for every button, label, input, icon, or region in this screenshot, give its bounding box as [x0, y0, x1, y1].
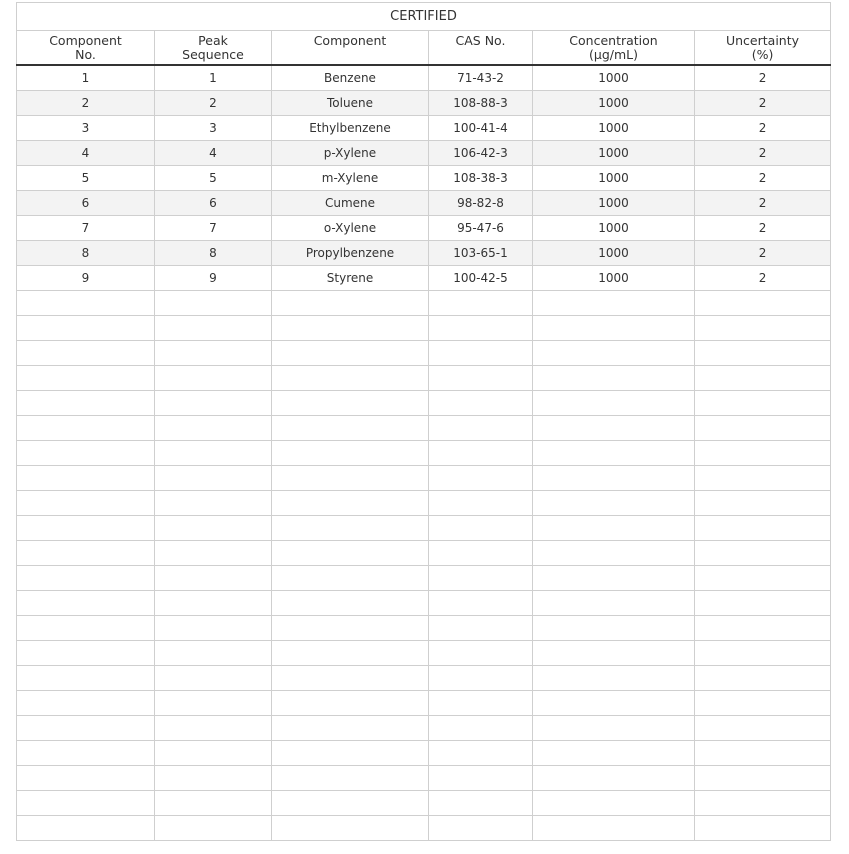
column-header-concentration [533, 31, 695, 66]
table-title-row [17, 3, 831, 31]
cell-peak-sequence: 2 [155, 91, 272, 116]
empty-cell [17, 291, 155, 316]
empty-cell [272, 366, 429, 391]
empty-cell [533, 516, 695, 541]
empty-cell [17, 441, 155, 466]
empty-cell [17, 366, 155, 391]
empty-cell [429, 541, 533, 566]
cell-uncertainty: 2 [695, 166, 831, 191]
empty-cell [155, 591, 272, 616]
empty-cell [155, 541, 272, 566]
empty-cell [695, 516, 831, 541]
empty-cell [429, 491, 533, 516]
empty-cell [533, 391, 695, 416]
column-header-line: Uncertainty [725, 33, 800, 48]
empty-cell [429, 691, 533, 716]
empty-cell [272, 466, 429, 491]
empty-cell [695, 591, 831, 616]
column-header-line: (μg/mL) [589, 47, 638, 62]
cell-peak-sequence: 1 [155, 65, 272, 91]
cell-cas-no: 71-43-2 [429, 65, 533, 91]
empty-cell [272, 766, 429, 791]
empty-cell [17, 641, 155, 666]
cell-component-no: 9 [17, 266, 155, 291]
empty-cell [533, 791, 695, 816]
empty-cell [533, 641, 695, 666]
empty-cell [533, 566, 695, 591]
table-row [17, 241, 831, 266]
empty-table-row [17, 391, 831, 416]
table-row [17, 91, 831, 116]
cell-peak-sequence: 9 [155, 266, 272, 291]
empty-cell [272, 441, 429, 466]
cell-concentration: 1000 [533, 166, 695, 191]
empty-cell [429, 616, 533, 641]
empty-cell [272, 541, 429, 566]
cell-cas-no: 98-82-8 [429, 191, 533, 216]
cell-uncertainty: 2 [695, 191, 831, 216]
empty-cell [695, 441, 831, 466]
empty-table-row [17, 341, 831, 366]
empty-cell [429, 741, 533, 766]
empty-cell [17, 516, 155, 541]
empty-cell [17, 791, 155, 816]
cell-cas-no: 108-38-3 [429, 166, 533, 191]
empty-cell [695, 666, 831, 691]
empty-table-row [17, 416, 831, 441]
empty-cell [17, 466, 155, 491]
empty-cell [695, 416, 831, 441]
cell-component-no: 7 [17, 216, 155, 241]
empty-cell [272, 416, 429, 441]
cell-component: Propylbenzene [272, 241, 429, 266]
certified-components-table [16, 2, 831, 841]
cell-uncertainty: 2 [695, 65, 831, 91]
column-header-row [17, 31, 831, 66]
empty-table-row [17, 691, 831, 716]
empty-cell [155, 616, 272, 641]
empty-cell [272, 741, 429, 766]
empty-cell [429, 341, 533, 366]
column-header-peak-sequence [155, 31, 272, 66]
cell-peak-sequence: 8 [155, 241, 272, 266]
empty-cell [17, 341, 155, 366]
column-header-line: Peak [198, 33, 228, 48]
empty-cell [155, 291, 272, 316]
empty-cell [429, 516, 533, 541]
cell-uncertainty: 2 [695, 266, 831, 291]
table-row [17, 65, 831, 91]
table-row [17, 266, 831, 291]
table-row [17, 191, 831, 216]
empty-cell [155, 716, 272, 741]
empty-table-row [17, 491, 831, 516]
column-header-component [272, 31, 429, 66]
empty-cell [155, 741, 272, 766]
empty-cell [429, 766, 533, 791]
cell-uncertainty: 2 [695, 216, 831, 241]
empty-cell [533, 816, 695, 841]
empty-cell [533, 341, 695, 366]
empty-cell [533, 291, 695, 316]
empty-cell [695, 366, 831, 391]
empty-cell [155, 366, 272, 391]
empty-cell [533, 316, 695, 341]
empty-cell [155, 766, 272, 791]
empty-table-row [17, 591, 831, 616]
empty-cell [533, 766, 695, 791]
empty-cell [429, 816, 533, 841]
empty-cell [695, 741, 831, 766]
empty-cell [272, 391, 429, 416]
cell-concentration: 1000 [533, 91, 695, 116]
empty-cell [155, 516, 272, 541]
empty-cell [695, 291, 831, 316]
empty-cell [272, 591, 429, 616]
empty-table-row [17, 791, 831, 816]
empty-cell [155, 441, 272, 466]
empty-cell [17, 816, 155, 841]
cell-component-no: 4 [17, 141, 155, 166]
cell-component: o-Xylene [272, 216, 429, 241]
empty-cell [429, 416, 533, 441]
empty-cell [533, 491, 695, 516]
cell-concentration: 1000 [533, 241, 695, 266]
cell-concentration: 1000 [533, 191, 695, 216]
empty-cell [533, 441, 695, 466]
empty-cell [155, 316, 272, 341]
empty-table-row [17, 716, 831, 741]
table-row [17, 216, 831, 241]
cell-peak-sequence: 7 [155, 216, 272, 241]
empty-cell [17, 766, 155, 791]
empty-cell [17, 566, 155, 591]
cell-component-no: 1 [17, 65, 155, 91]
empty-cell [272, 641, 429, 666]
empty-table-row [17, 616, 831, 641]
empty-cell [695, 466, 831, 491]
cell-uncertainty: 2 [695, 91, 831, 116]
empty-cell [695, 691, 831, 716]
empty-cell [155, 816, 272, 841]
empty-cell [272, 816, 429, 841]
cell-component: m-Xylene [272, 166, 429, 191]
empty-cell [533, 691, 695, 716]
empty-cell [429, 466, 533, 491]
empty-cell [17, 716, 155, 741]
cell-component: Toluene [272, 91, 429, 116]
empty-cell [429, 366, 533, 391]
empty-cell [17, 591, 155, 616]
empty-cell [533, 741, 695, 766]
cell-cas-no: 100-42-5 [429, 266, 533, 291]
cell-component-no: 6 [17, 191, 155, 216]
empty-table-row [17, 366, 831, 391]
empty-table-row [17, 666, 831, 691]
cell-concentration: 1000 [533, 266, 695, 291]
empty-cell [533, 366, 695, 391]
empty-cell [695, 816, 831, 841]
column-header-line: Concentration [569, 33, 658, 48]
cell-peak-sequence: 4 [155, 141, 272, 166]
cell-concentration: 1000 [533, 216, 695, 241]
cell-uncertainty: 2 [695, 141, 831, 166]
empty-cell [533, 416, 695, 441]
empty-cell [533, 591, 695, 616]
cell-component: p-Xylene [272, 141, 429, 166]
empty-cell [272, 341, 429, 366]
cell-component: Cumene [272, 191, 429, 216]
empty-table-row [17, 466, 831, 491]
empty-table-row [17, 741, 831, 766]
cell-component-no: 3 [17, 116, 155, 141]
cell-peak-sequence: 5 [155, 166, 272, 191]
cell-component-no: 8 [17, 241, 155, 266]
empty-cell [429, 591, 533, 616]
cell-component: Ethylbenzene [272, 116, 429, 141]
empty-cell [155, 416, 272, 441]
empty-cell [155, 791, 272, 816]
empty-cell [17, 616, 155, 641]
empty-cell [695, 341, 831, 366]
empty-cell [429, 441, 533, 466]
empty-cell [695, 491, 831, 516]
empty-cell [695, 541, 831, 566]
empty-table-row [17, 541, 831, 566]
empty-cell [272, 791, 429, 816]
empty-table-row [17, 291, 831, 316]
empty-cell [272, 566, 429, 591]
column-header-cas-no [429, 31, 533, 66]
empty-cell [272, 666, 429, 691]
table-body [17, 65, 831, 841]
empty-cell [17, 691, 155, 716]
table-row [17, 141, 831, 166]
column-header-line: Component [49, 33, 122, 48]
empty-cell [429, 391, 533, 416]
empty-cell [155, 641, 272, 666]
cell-component-no: 5 [17, 166, 155, 191]
empty-cell [272, 491, 429, 516]
empty-table-row [17, 641, 831, 666]
cell-component: Styrene [272, 266, 429, 291]
cell-cas-no: 106-42-3 [429, 141, 533, 166]
empty-table-row [17, 766, 831, 791]
empty-cell [429, 291, 533, 316]
cell-peak-sequence: 6 [155, 191, 272, 216]
empty-cell [272, 691, 429, 716]
empty-cell [155, 691, 272, 716]
empty-table-row [17, 816, 831, 841]
cell-component-no: 2 [17, 91, 155, 116]
empty-cell [155, 391, 272, 416]
empty-cell [429, 566, 533, 591]
cell-cas-no: 100-41-4 [429, 116, 533, 141]
empty-cell [429, 666, 533, 691]
empty-cell [533, 716, 695, 741]
empty-cell [533, 666, 695, 691]
empty-cell [533, 616, 695, 641]
column-header-line: (%) [751, 47, 774, 62]
empty-cell [155, 341, 272, 366]
empty-cell [272, 316, 429, 341]
empty-cell [155, 491, 272, 516]
empty-table-row [17, 516, 831, 541]
empty-cell [17, 316, 155, 341]
empty-cell [695, 766, 831, 791]
empty-cell [17, 491, 155, 516]
empty-cell [155, 466, 272, 491]
empty-cell [17, 541, 155, 566]
empty-cell [695, 616, 831, 641]
empty-cell [17, 666, 155, 691]
empty-cell [17, 391, 155, 416]
empty-cell [695, 641, 831, 666]
column-header-line: No. [75, 47, 96, 62]
cell-uncertainty: 2 [695, 241, 831, 266]
empty-cell [695, 716, 831, 741]
empty-cell [429, 791, 533, 816]
empty-cell [533, 466, 695, 491]
empty-cell [272, 716, 429, 741]
empty-table-row [17, 566, 831, 591]
empty-cell [272, 291, 429, 316]
cell-concentration: 1000 [533, 141, 695, 166]
cell-uncertainty: 2 [695, 116, 831, 141]
empty-cell [695, 791, 831, 816]
empty-cell [272, 516, 429, 541]
cell-concentration: 1000 [533, 116, 695, 141]
cell-cas-no: 95-47-6 [429, 216, 533, 241]
column-header-uncertainty [695, 31, 831, 66]
table-row [17, 166, 831, 191]
certificate-sheet [16, 2, 830, 840]
empty-cell [695, 566, 831, 591]
empty-cell [17, 416, 155, 441]
empty-table-row [17, 441, 831, 466]
table-row [17, 116, 831, 141]
column-header-line: Sequence [182, 47, 244, 62]
cell-concentration: 1000 [533, 65, 695, 91]
empty-cell [155, 666, 272, 691]
empty-cell [695, 391, 831, 416]
cell-peak-sequence: 3 [155, 116, 272, 141]
column-header-line: CAS No. [455, 33, 506, 48]
cell-cas-no: 103-65-1 [429, 241, 533, 266]
table-title: CERTIFIED [17, 3, 831, 31]
empty-cell [429, 716, 533, 741]
empty-cell [429, 641, 533, 666]
column-header-line: Component [313, 33, 387, 48]
cell-cas-no: 108-88-3 [429, 91, 533, 116]
empty-cell [17, 741, 155, 766]
empty-cell [533, 541, 695, 566]
empty-cell [272, 616, 429, 641]
cell-component: Benzene [272, 65, 429, 91]
empty-cell [429, 316, 533, 341]
empty-table-row [17, 316, 831, 341]
column-header-component-no [17, 31, 155, 66]
empty-cell [155, 566, 272, 591]
empty-cell [695, 316, 831, 341]
